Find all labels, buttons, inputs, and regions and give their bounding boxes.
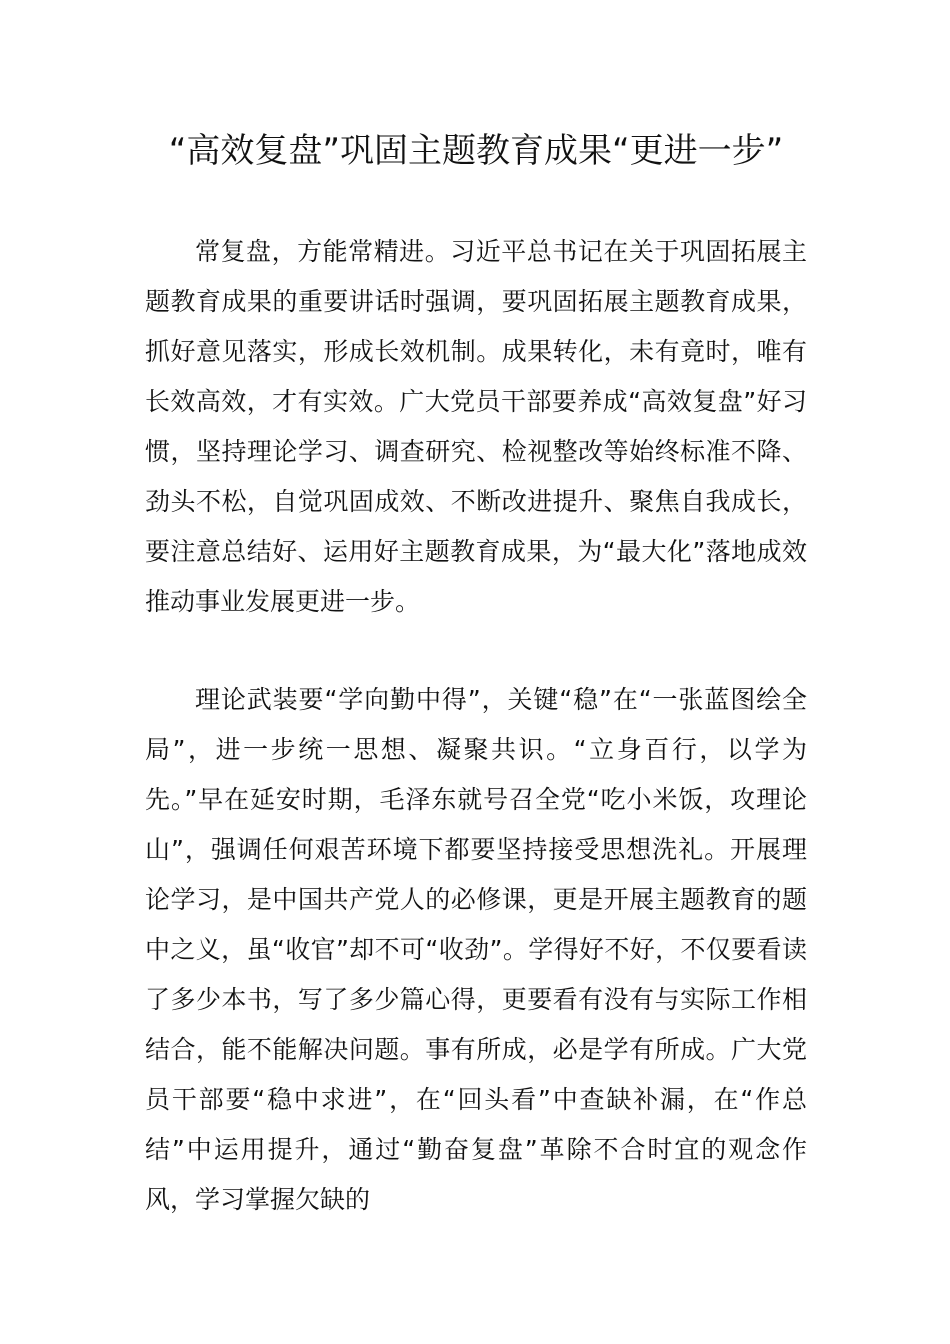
document-title: “高效复盘”巩固主题教育成果“更进一步” <box>168 131 784 171</box>
paragraph-2: 理论武装要“学向勤中得”，关键“稳”在“一张蓝图绘全局”，进一步统一思想、凝聚共识。“立身百行，以学为先。”早在延安时期，毛泽东就号召全党“吃小米饭，攻理论山”，强调任何艰苦环境下都要坚持接受思想洗礼。开展理论学习，是中国共产党人的必修课，更是开展主题教育的题中之义，虽“收官”却不可“收劲”。学得好不好，不仅要看读了多少本书，写了多少篇心得，更要看有没有与实际工作相结合，能不能解决问题。事有所成，必是学有所成。广大党员干部要“稳中求进”，在“回头看”中查缺补漏，在“作总结”中运用提升，通过“勤奋复盘”革除不合时宜的观念作风，学习掌握欠缺的 <box>145 685 807 1214</box>
paragraph-1: 常复盘，方能常精进。习近平总书记在关于巩固拓展主题教育成果的重要讲话时强调，要巩固拓展主题教育成果，抓好意见落实，形成长效机制。成果转化，未有竟时，唯有长效高效，才有实效。广大党员干部要养成“高效复盘”好习惯，坚持理论学习、调查研究、检视整改等始终标准不降、劲头不松，自觉巩固成效、不断改进提升、聚焦自我成长，要注意总结好、运用好主题教育成果，为“最大化”落地成效推动事业发展更进一步。 <box>145 237 807 616</box>
